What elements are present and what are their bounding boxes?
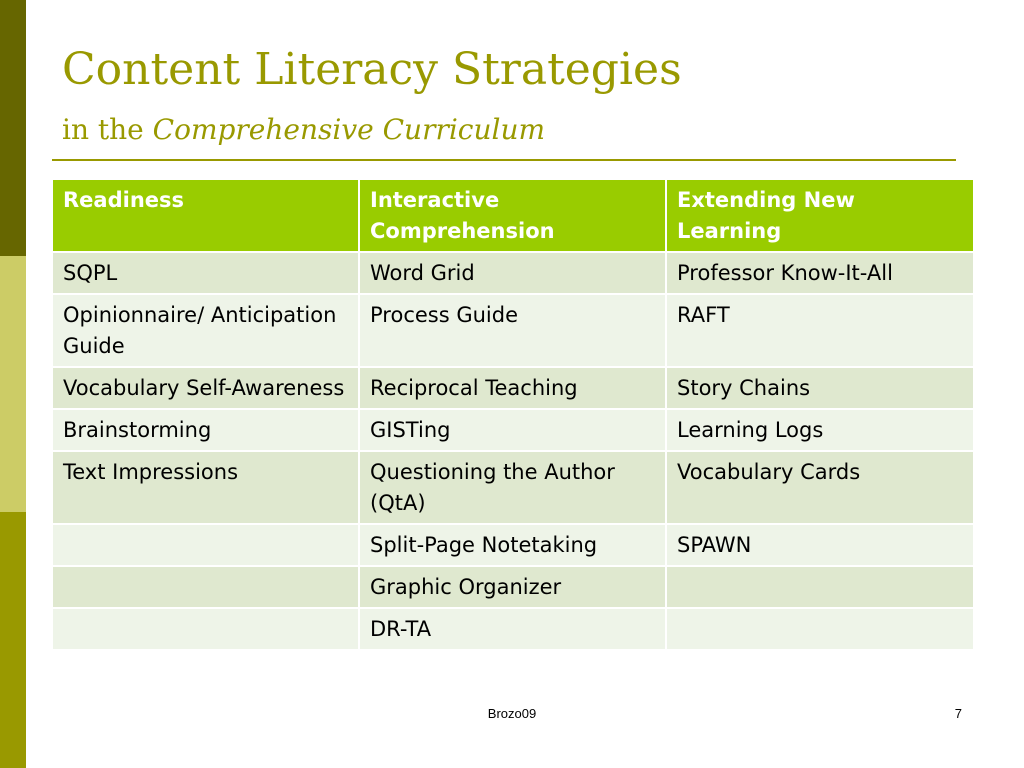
table-cell — [52, 608, 359, 650]
side-bar-segment-top — [0, 0, 26, 256]
side-bar-segment-bottom — [0, 512, 26, 768]
side-bar-segment-middle — [0, 256, 26, 512]
table-cell — [52, 524, 359, 566]
table-row — [52, 451, 974, 524]
title-divider — [52, 159, 956, 161]
table-row — [52, 608, 974, 650]
table-cell: Process Guide — [359, 294, 666, 367]
table-cell: Vocabulary Self-Awareness — [52, 367, 359, 409]
table-row — [52, 524, 974, 566]
table-cell: Brainstorming — [52, 409, 359, 451]
subtitle-plain-text: in the — [62, 113, 153, 146]
slide-title: Content Literacy Strategies — [62, 44, 682, 95]
table-cell: Questioning the Author (QtA) — [359, 451, 666, 524]
strategies-table — [51, 178, 975, 651]
subtitle-italic-text: Comprehensive Curriculum — [152, 113, 546, 146]
table-row — [52, 566, 974, 608]
table-cell: Professor Know-It-All — [666, 252, 974, 294]
table-cell: SQPL — [52, 252, 359, 294]
table-cell — [666, 608, 974, 650]
table-row — [52, 252, 974, 294]
footer-source: Brozo09 — [487, 706, 537, 721]
table-row — [52, 367, 974, 409]
table-header-row — [52, 179, 974, 252]
decorative-side-bar — [0, 0, 26, 768]
table-cell: Vocabulary Cards — [666, 451, 974, 524]
table-row — [52, 409, 974, 451]
table-cell: Learning Logs — [666, 409, 974, 451]
table-cell: GISTing — [359, 409, 666, 451]
table-cell: RAFT — [666, 294, 974, 367]
table-cell: Split-Page Notetaking — [359, 524, 666, 566]
table-cell: Opinionnaire/ Anticipation Guide — [52, 294, 359, 367]
table-cell: Reciprocal Teaching — [359, 367, 666, 409]
slide-subtitle — [62, 110, 545, 150]
table-cell: DR-TA — [359, 608, 666, 650]
table-cell — [52, 566, 359, 608]
header-interactive-comprehension: Interactive Comprehension — [359, 179, 666, 252]
table-row — [52, 294, 974, 367]
table-cell: Word Grid — [359, 252, 666, 294]
table-cell: Text Impressions — [52, 451, 359, 524]
table-cell: Story Chains — [666, 367, 974, 409]
table-cell: SPAWN — [666, 524, 974, 566]
table-cell — [666, 566, 974, 608]
page-number: 7 — [954, 706, 962, 721]
table-cell: Graphic Organizer — [359, 566, 666, 608]
header-extending-new-learning: Extending New Learning — [666, 179, 974, 252]
header-readiness: Readiness — [52, 179, 359, 252]
